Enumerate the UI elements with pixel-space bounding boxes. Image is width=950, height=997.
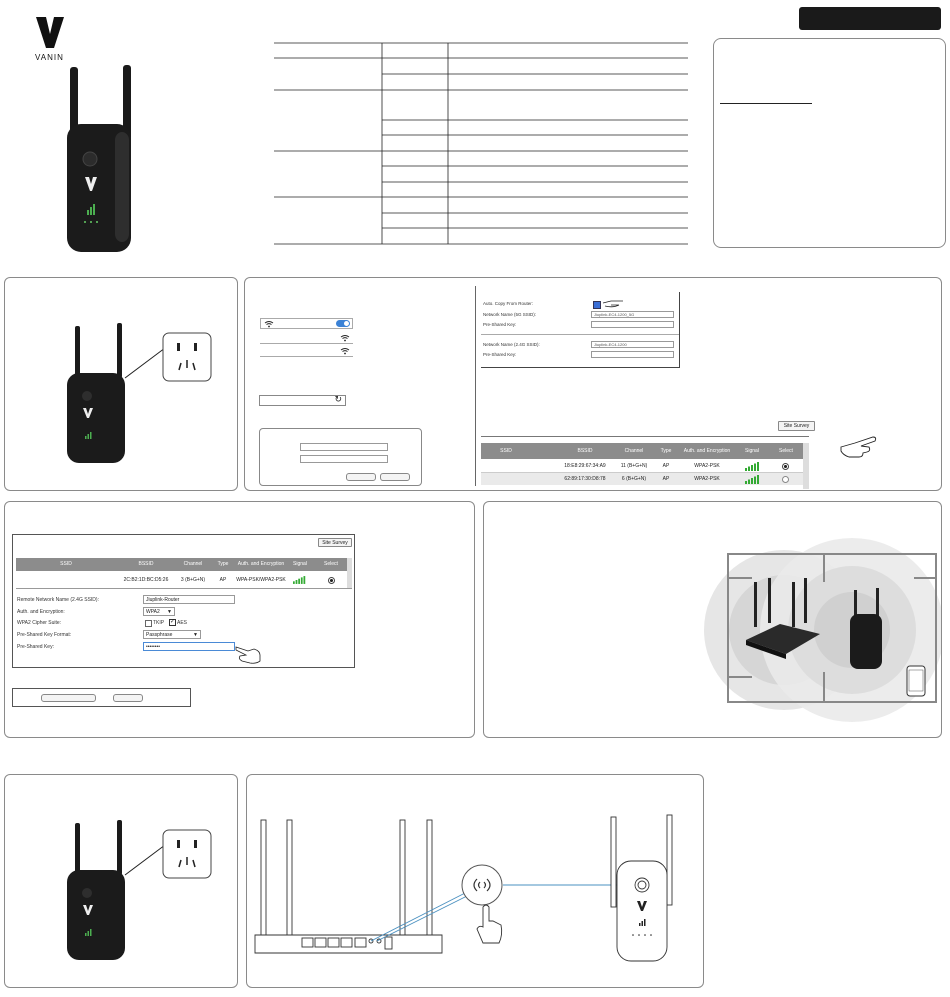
cell-auth: WPA-PSK/WPA2-PSK <box>236 576 286 583</box>
wifi-network-row-1[interactable] <box>260 333 353 344</box>
psk-5g-input[interactable] <box>591 321 674 328</box>
tkip-label: TKIP <box>153 620 165 626</box>
cell-channel: 3 (B+G+N) <box>180 576 206 583</box>
auth-label: Auth. and Encryption: <box>17 609 65 615</box>
tkip-checkbox[interactable] <box>145 620 152 627</box>
aes-label: AES <box>177 620 188 626</box>
refresh-icon[interactable]: ↻ <box>334 394 342 404</box>
survey-row-2[interactable] <box>481 473 809 485</box>
plugin-illustration <box>5 278 238 491</box>
wifi-toggle-switch[interactable] <box>336 320 350 327</box>
pointing-hand-icon <box>601 297 625 309</box>
auto-copy-label: Auto. Copy From Router: <box>483 301 534 306</box>
repeater-settings-form <box>481 292 680 368</box>
wps-button-icon <box>462 865 502 905</box>
browser-address-bar[interactable] <box>259 395 346 406</box>
cell-bssid: 18:E8:29:67:34:A9 <box>564 462 606 469</box>
site-survey-button[interactable]: Site Survey <box>318 538 352 547</box>
auth-select-value: WPA2 <box>146 608 160 615</box>
router-outline-icon <box>255 820 442 953</box>
pointing-hand-icon <box>839 433 879 461</box>
cell-type: AP <box>219 576 227 583</box>
cancel-button[interactable] <box>113 694 143 702</box>
wifi-signal-icon <box>340 334 350 342</box>
ssid-24g-label: Network Name (2.4G SSID): <box>483 342 540 347</box>
col-bssid: BSSID <box>577 447 593 454</box>
site-survey-button[interactable]: Site Survey <box>778 421 815 431</box>
signal-bars-icon <box>745 462 761 471</box>
vanin-logo-icon <box>32 14 68 50</box>
aes-checkbox[interactable]: ✓ <box>170 619 176 625</box>
signal-bars-icon <box>293 576 307 584</box>
survey-header-row <box>16 558 352 571</box>
step-wifi-config-panel <box>244 277 942 491</box>
cipher-label: WPA2 Cipher Suite: <box>17 620 62 626</box>
step-placement-panel <box>483 501 942 738</box>
apply-button[interactable] <box>41 694 96 702</box>
col-select: Select <box>324 561 338 567</box>
wifi-icon <box>264 320 274 328</box>
step-plugin-panel-2 <box>4 774 238 988</box>
pressing-hand-icon <box>477 905 502 943</box>
remote-settings-frame <box>12 534 355 668</box>
col-select: Select <box>779 447 793 454</box>
placement-illustration <box>484 502 942 738</box>
col-signal: Signal <box>745 447 759 454</box>
cell-channel: 11 (B+G+N) <box>620 462 648 469</box>
step-wps-panel <box>246 774 704 988</box>
chevron-down-icon: ▼ <box>167 608 172 615</box>
chevron-down-icon: ▼ <box>193 631 198 638</box>
ssid-5g-input[interactable]: Jiuplink-EC4-1200_5G <box>591 311 674 318</box>
cell-bssid: 62:89:17:30:D8:78 <box>564 475 606 482</box>
step-plugin-panel <box>4 277 238 491</box>
panel-divider <box>475 286 476 486</box>
survey-scrollbar[interactable] <box>803 443 809 489</box>
header-black-bar <box>799 7 941 30</box>
survey-scrollbar[interactable] <box>347 558 352 588</box>
login-dialog <box>259 428 422 486</box>
cell-auth: WPA2-PSK <box>694 475 720 482</box>
psk-format-select[interactable] <box>143 630 201 639</box>
cell-type: AP <box>662 475 670 482</box>
col-channel: Channel <box>183 561 203 567</box>
survey-header-row <box>481 443 809 459</box>
smartphone-icon <box>907 666 925 696</box>
brand-logo <box>32 14 68 66</box>
wifi-network-row-2[interactable] <box>260 346 353 357</box>
psk-label: Pre-Shared Key: <box>17 644 54 650</box>
login-cancel-button[interactable] <box>380 473 410 481</box>
cell-bssid: 2C:B2:1D:BC:D5:26 <box>123 576 169 583</box>
auth-select[interactable] <box>143 607 175 616</box>
signal-bars-icon <box>745 475 761 484</box>
step-remote-network-panel <box>4 501 475 738</box>
psk-input[interactable]: •••••••• <box>143 642 235 651</box>
col-ssid: SSID <box>500 447 512 454</box>
spec-table <box>274 42 688 245</box>
login-username-field[interactable] <box>300 443 388 451</box>
login-password-field[interactable] <box>300 455 388 463</box>
select-radio-selected[interactable] <box>782 463 789 470</box>
col-ssid: SSID <box>60 561 72 567</box>
cell-auth: WPA2-PSK <box>694 462 720 469</box>
survey-row[interactable] <box>16 572 352 589</box>
cell-type: AP <box>662 462 670 469</box>
col-auth: Auth. and Encryption <box>683 447 731 454</box>
col-bssid: BSSID <box>138 561 154 567</box>
col-auth: Auth. and Encryption <box>237 561 285 567</box>
extender-outline-icon <box>611 815 672 961</box>
select-radio-selected[interactable] <box>328 577 335 584</box>
wifi-toggle-row[interactable] <box>260 318 353 329</box>
form-separator <box>481 334 679 335</box>
select-radio[interactable] <box>782 476 789 483</box>
wifi-signal-icon <box>340 347 350 355</box>
remote-name-label: Remote Network Name (2.4G SSID): <box>17 597 99 603</box>
notes-underline <box>720 103 812 104</box>
pointing-hand-icon <box>234 643 264 665</box>
psk-24g-input[interactable] <box>591 351 674 358</box>
col-signal: Signal <box>293 561 307 567</box>
site-survey-table <box>481 436 809 489</box>
login-ok-button[interactable] <box>346 473 376 481</box>
notes-box <box>713 38 946 248</box>
wps-pairing-illustration <box>247 775 704 988</box>
psk-24g-label: Pre-Shared Key: <box>483 352 517 357</box>
logo-wordmark: VANIN <box>35 53 64 62</box>
auto-copy-checkbox[interactable] <box>593 301 601 309</box>
psk-5g-label: Pre-Shared Key: <box>483 322 517 327</box>
col-type: Type <box>217 561 229 567</box>
col-channel: Channel <box>624 447 644 454</box>
remote-name-input[interactable]: Jiuplink-Router <box>143 595 235 604</box>
cell-channel: 6 (B+G+N) <box>621 475 647 482</box>
plugin-illustration <box>5 775 238 988</box>
psk-format-value: Passphrase <box>146 631 173 638</box>
col-type: Type <box>660 447 672 454</box>
ssid-24g-input[interactable]: Jiuplink-EC4-1200 <box>591 341 674 348</box>
extender-product-image <box>55 62 145 262</box>
action-buttons-frame <box>12 688 191 707</box>
psk-format-label: Pre-Shared Key Format: <box>17 632 72 638</box>
ssid-5g-label: Network Name (5G SSID): <box>483 312 537 317</box>
survey-row-1[interactable] <box>481 460 809 473</box>
